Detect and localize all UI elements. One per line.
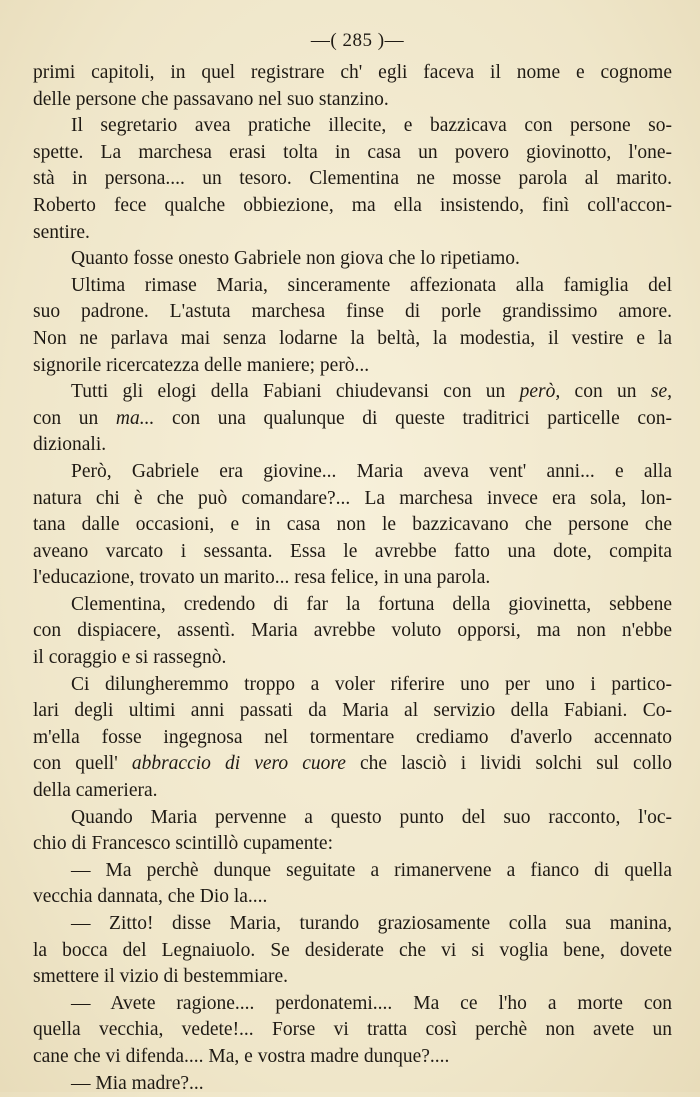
text-segment: con quell': [33, 753, 132, 775]
text-line: della cameriera.: [33, 780, 158, 802]
text-segment: con un: [560, 381, 651, 403]
text-line: l'educazione, trovato un marito... resa felice, in una parola.: [33, 567, 491, 589]
text-segment: con una qualunque di queste traditrici particelle con-: [154, 407, 672, 429]
text-line: — Zitto! disse Maria, turando graziosamente colla sua manina,: [71, 913, 672, 934]
italic-text: abbraccio di vero cuore: [131, 753, 346, 775]
text-line: cane che vi difenda.... Ma, e vostra madre dunque?....: [33, 1045, 450, 1067]
text-line: sentire.: [33, 221, 90, 243]
text-line: con dispiacere, assentì. Maria avrebbe voluto opporsi, ma non n'ebbe: [33, 620, 672, 642]
text-line: la bocca del Legnaiuolo. Se desiderate che vi si voglia bene, dovete: [33, 939, 672, 961]
text-line: tana dalle occasioni, e in casa non le bazzicavano che persone che: [33, 514, 672, 536]
text-line: Però, Gabriele era giovine... Maria aveva vent' anni... e alla: [71, 460, 672, 482]
text-line: signorile ricercatezza delle maniere; però...: [33, 354, 370, 376]
text-body: [33, 60, 672, 1097]
text-line: Il segretario avea pratiche illecite, e bazzicava con persone so-: [71, 115, 672, 137]
text-line: Roberto fece qualche obbiezione, ma ella insistendo, finì coll'accon-: [33, 194, 672, 216]
text-line: primi capitoli, in quel registrare ch' egli faceva il nome e cognome: [33, 62, 672, 83]
text-line: Quanto fosse onesto Gabriele non giova che lo ripetiamo.: [71, 248, 520, 270]
text-line: [33, 406, 672, 433]
text-line: quella vecchia, vedete!... Forse vi tratta così perchè non avete un: [33, 1019, 672, 1041]
text-line: dizionali.: [33, 434, 107, 456]
text-line: [33, 379, 672, 406]
text-line: vecchia dannata, che Dio la....: [33, 886, 268, 908]
text-line: suo padrone. L'astuta marchesa finse di porle grandissimo amore.: [33, 301, 672, 323]
italic-text: ma...: [115, 407, 155, 429]
text-segment: che lasciò i lividi solchi sul collo: [345, 753, 672, 775]
text-line: delle persone che passavano nel suo stanzino.: [33, 88, 389, 110]
text-line: Quando Maria pervenne a questo punto del suo racconto, l'oc-: [71, 806, 672, 828]
italic-text: però,: [519, 381, 561, 403]
text-line: spette. La marchesa erasi tolta in casa un povero giovinotto, l'one-: [33, 141, 672, 163]
text-line: aveano varcato i sessanta. Essa le avrebbe fatto una dote, compita: [33, 540, 672, 562]
text-line: — Ma perchè dunque seguitate a rimanervene a fianco di quella: [71, 859, 672, 881]
text-line: natura chi è che può comandare?... La marchesa invece era sola, lon-: [33, 487, 672, 509]
text-line: stà in persona.... un tesoro. Clementina ne mosse parola al marito.: [33, 168, 672, 190]
text-segment: con un: [33, 407, 116, 429]
text-line: lari degli ultimi anni passati da Maria al servizio della Fabiani. Co-: [33, 700, 672, 722]
text-line: — Avete ragione.... perdonatemi.... Ma ce l'ho a morte con: [71, 992, 672, 1014]
text-line: m'ella fosse ingegnosa nel tormentare crediamo d'averlo accennato: [33, 726, 672, 748]
text-line: il coraggio e si rassegnò.: [33, 647, 227, 669]
text-line: smettere il vizio di bestemmiare.: [33, 966, 289, 988]
text-line: — Mia madre?...: [71, 1072, 204, 1094]
text-line: Clementina, credendo di far la fortuna della giovinetta, sebbene: [71, 593, 672, 615]
text-line: Ultima rimase Maria, sinceramente affezionata alla famiglia del: [71, 274, 672, 296]
page-number: —( 285 )—: [310, 30, 405, 51]
text-line: Ci dilungheremmo troppo a voler riferire uno per uno i partico-: [71, 673, 672, 695]
text-segment: Tutti gli elogi della Fabiani chiudevansi con un: [71, 381, 520, 403]
text-line: [33, 751, 672, 778]
text-line: Non ne parlava mai senza lodarne la beltà, la modestia, il vestire e la: [33, 327, 672, 349]
text-line: chio di Francesco scintillò cupamente:: [33, 833, 333, 855]
italic-text: se,: [650, 381, 672, 403]
